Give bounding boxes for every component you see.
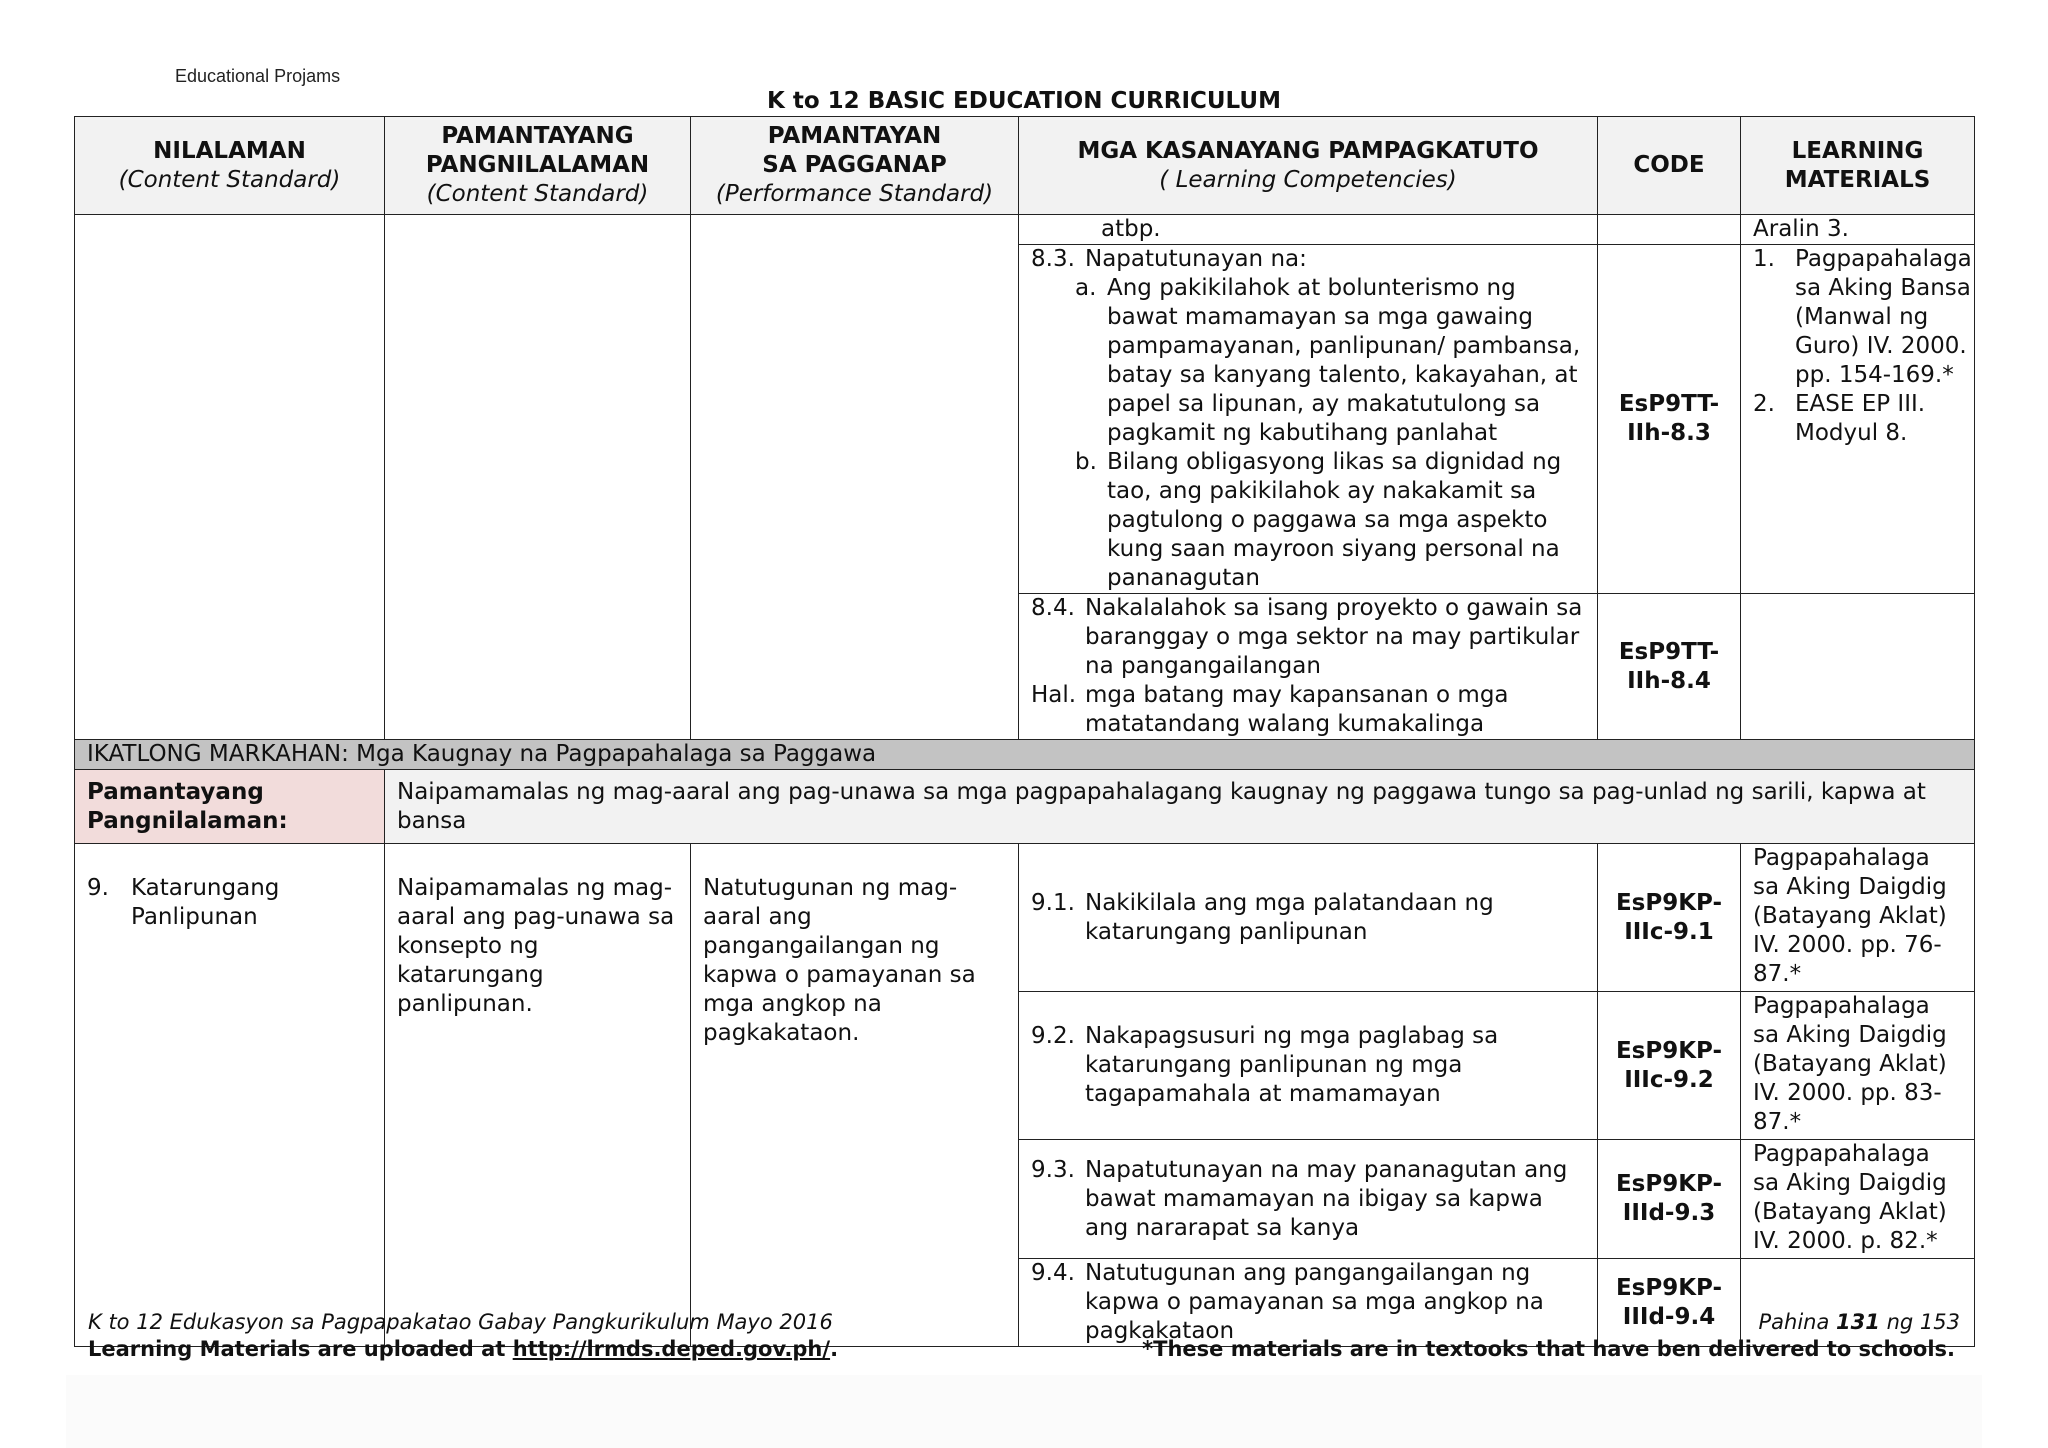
quarter-heading: IKATLONG MARKAHAN: Mga Kaugnay na Pagpapahalaga sa Paggawa xyxy=(75,740,1975,770)
competency-cell xyxy=(1019,594,1598,740)
competency-cell xyxy=(1019,844,1598,992)
list-number: 1. xyxy=(1753,246,1775,272)
performance-standard-cell xyxy=(691,215,1019,740)
content-standard-cell xyxy=(385,215,691,740)
header-learning-competencies xyxy=(1019,117,1598,215)
subitem-text: Bilang obligasyong likas sa dignidad ng tao, ang pakikilahok ay nakakamit sa pagtulong o paggawa sa mga aspekto kung saan mayroon siyang personal na pananagutan xyxy=(1107,449,1562,591)
competency-cell xyxy=(1019,1259,1598,1347)
competency-text: Nakalalahok sa isang proyekto o gawain sa baranggay o mga sektor na may partikular na pangangailangan xyxy=(1085,595,1583,679)
competency-subitem xyxy=(1031,274,1585,448)
example-prefix: Hal. xyxy=(1031,682,1077,708)
content-text: Katarungang Panlipunan xyxy=(131,875,280,930)
competency-text: Napatutunayan na: xyxy=(1085,246,1307,272)
content-item xyxy=(87,844,372,932)
table-row xyxy=(75,844,1975,992)
code-cell xyxy=(1598,215,1741,245)
header-title: NILALAMAN xyxy=(153,137,306,164)
competency-number: 9.2. xyxy=(1031,1023,1075,1049)
subitem-text: Ang pakikilahok at bolunterismo ng bawat mamamayan sa mga gawaing pampamayanan, panlipunan/ pambansa, batay sa kanyang talento, kakayahan, at papel sa lipunan, ay makatutulong sa pagkamit ng kabutihang panlahat xyxy=(1107,275,1581,446)
code-cell xyxy=(1598,1140,1741,1259)
competency-number: 9.1. xyxy=(1031,889,1075,916)
learning-material-text: Pagpapahalaga sa Aking Bansa (Manwal ng Guro) IV. 2000. pp. 154-169.* xyxy=(1795,246,1972,388)
competency-text: atbp. xyxy=(1101,216,1161,242)
standard-text: Naipamamalas ng mag-aaral ang pag-unawa sa mga pagpapahalagang kaugnay ng paggawa tungo sa pag-unlad ng sarili, kapwa at bansa xyxy=(385,770,1975,844)
competency-number: 8.4. xyxy=(1031,595,1075,621)
competency-item xyxy=(1031,889,1585,947)
learning-material-text: Pagpapahalaga sa Aking Daigdig (Batayang Aklat) IV. 2000. p. 82.* xyxy=(1753,1141,1947,1254)
upload-note-suffix: . xyxy=(830,1337,839,1361)
competency-cell xyxy=(1019,1140,1598,1259)
learning-material-text: Pagpapahalaga sa Aking Daigdig (Batayang Aklat) IV. 2000. pp. 76-87.* xyxy=(1753,845,1947,987)
learning-material-cell xyxy=(1741,594,1975,740)
competency-cell xyxy=(1019,215,1598,245)
competency-item xyxy=(1031,245,1585,274)
learning-material-cell xyxy=(1741,844,1975,992)
standard-row xyxy=(75,770,1975,844)
code-cell xyxy=(1598,245,1741,594)
learning-material-text: Pagpapahalaga sa Aking Daigdig (Batayang Aklat) IV. 2000. pp. 83-87.* xyxy=(1753,993,1947,1135)
header-title: MGA KASANAYANG PAMPAGKATUTO xyxy=(1077,137,1539,164)
subitem-label: b. xyxy=(1075,449,1097,475)
competency-item xyxy=(1031,1022,1585,1109)
page-current: 131 xyxy=(1836,1310,1880,1334)
competency-cell xyxy=(1019,992,1598,1140)
learning-material-text: EASE EP III. Modyul 8. xyxy=(1795,391,1926,446)
competency-text: Nakikilala ang mga palatandaan ng katarungang panlipunan xyxy=(1085,889,1494,945)
header-learning-materials xyxy=(1741,117,1975,215)
header-subtitle: (Content Standard) xyxy=(118,166,341,193)
learning-material-cell xyxy=(1741,1140,1975,1259)
standard-label: Pamantayang Pangnilalaman: xyxy=(75,770,385,844)
example-text: mga batang may kapansanan o mga matatandang walang kumakalinga xyxy=(1085,682,1509,737)
upload-note-text: Learning Materials are uploaded at xyxy=(88,1337,506,1361)
footer-upload-note xyxy=(88,1337,838,1361)
competency-code: EsP9TT-IIh-8.3 xyxy=(1618,391,1720,446)
competency-text: Natutugunan ang pangangailangan ng kapwa o pamayanan sa mga angkop na pagkakataon xyxy=(1085,1260,1544,1344)
header-code xyxy=(1598,117,1741,215)
footer-page-number xyxy=(1759,1310,1961,1334)
competency-example xyxy=(1031,681,1585,739)
page-prefix: Pahina xyxy=(1758,1310,1830,1334)
content-number: 9. xyxy=(87,875,109,901)
document-title: K to 12 BASIC EDUCATION CURRICULUM xyxy=(767,88,1281,114)
footer-document-title: K to 12 Edukasyon sa Pagpapakatao Gabay Pangkurikulum Mayo 2016 xyxy=(88,1310,833,1334)
header-title: SA PAGGANAP xyxy=(762,152,947,178)
competency-number: 8.3. xyxy=(1031,246,1075,272)
page-separator: ng xyxy=(1886,1310,1914,1334)
learning-material-cell xyxy=(1741,992,1975,1140)
competency-cell xyxy=(1019,245,1598,594)
header-performance-standard xyxy=(691,117,1019,215)
header-title: PAMANTAYAN xyxy=(767,123,942,149)
curriculum-table xyxy=(74,116,1975,1347)
performance-standard-cell xyxy=(691,844,1019,1347)
page-total: 153 xyxy=(1919,1310,1960,1334)
watermark: Educational Projams xyxy=(175,66,341,86)
header-row xyxy=(75,117,1975,215)
header-title: PAMANTAYANG xyxy=(441,123,634,149)
learning-material-cell xyxy=(1741,245,1975,594)
content-cell xyxy=(75,844,385,1347)
competency-code: EsP9KP-IIIc-9.1 xyxy=(1615,889,1723,945)
code-cell xyxy=(1598,992,1741,1140)
header-title: MATERIALS xyxy=(1784,166,1931,193)
content-standard-text: Naipamamalas ng mag-aaral ang pag-unawa sa konsepto ng katarungang panlipunan. xyxy=(397,875,675,1017)
competency-item xyxy=(1031,1156,1585,1243)
competency-number: 9.4. xyxy=(1031,1260,1075,1286)
learning-material-text: Aralin 3. xyxy=(1753,216,1849,242)
competency-code: EsP9KP-IIId-9.4 xyxy=(1615,1274,1723,1330)
header-subtitle: (Content Standard) xyxy=(426,181,649,207)
competency-item xyxy=(1031,1259,1585,1346)
competency-text: Nakapagsusuri ng mga paglabag sa katarungang panlipunan ng mga tagapamahala at mamamayan xyxy=(1085,1023,1499,1107)
header-content-standard xyxy=(385,117,691,215)
content-standard-cell xyxy=(385,844,691,1347)
competency-code: EsP9KP-IIId-9.3 xyxy=(1615,1171,1723,1226)
code-cell xyxy=(1598,1259,1741,1347)
header-title: PANGNILALAMAN xyxy=(425,152,650,178)
code-cell xyxy=(1598,594,1741,740)
competency-subitem xyxy=(1031,448,1585,593)
header-title: CODE xyxy=(1633,152,1705,178)
header-subtitle: ( Learning Competencies) xyxy=(1159,166,1457,193)
list-number: 2. xyxy=(1753,391,1775,417)
learning-material-cell xyxy=(1741,215,1975,245)
competency-code: EsP9TT-IIh-8.4 xyxy=(1618,638,1720,694)
footer-materials-note: *These materials are in textooks that have ben delivered to schools. xyxy=(1142,1337,1955,1361)
competency-item xyxy=(1031,594,1585,681)
subitem-label: a. xyxy=(1075,275,1097,301)
competency-code: EsP9KP-IIIc-9.2 xyxy=(1615,1037,1723,1093)
competency-number: 9.3. xyxy=(1031,1156,1075,1183)
code-cell xyxy=(1598,844,1741,992)
performance-standard-text: Natutugunan ng mag-aaral ang pangangailangan ng kapwa o pamayanan sa mga angkop na pagkakataon. xyxy=(703,875,976,1046)
table-row xyxy=(75,215,1975,245)
header-title: LEARNING xyxy=(1791,137,1924,164)
list-item xyxy=(1753,245,1972,390)
competency-text: Napatutunayan na may pananagutan ang bawat mamamayan na ibigay sa kapwa ang nararapat sa kanya xyxy=(1085,1156,1568,1241)
content-cell xyxy=(75,215,385,740)
quarter-row xyxy=(75,740,1975,770)
header-content xyxy=(75,117,385,215)
list-item xyxy=(1753,390,1962,448)
page-bottom-band xyxy=(66,1375,1982,1448)
lrmds-link[interactable]: http://lrmds.deped.gov.ph/ xyxy=(512,1337,831,1361)
header-subtitle: (Performance Standard) xyxy=(715,181,994,207)
learning-material-list xyxy=(1753,245,1972,448)
